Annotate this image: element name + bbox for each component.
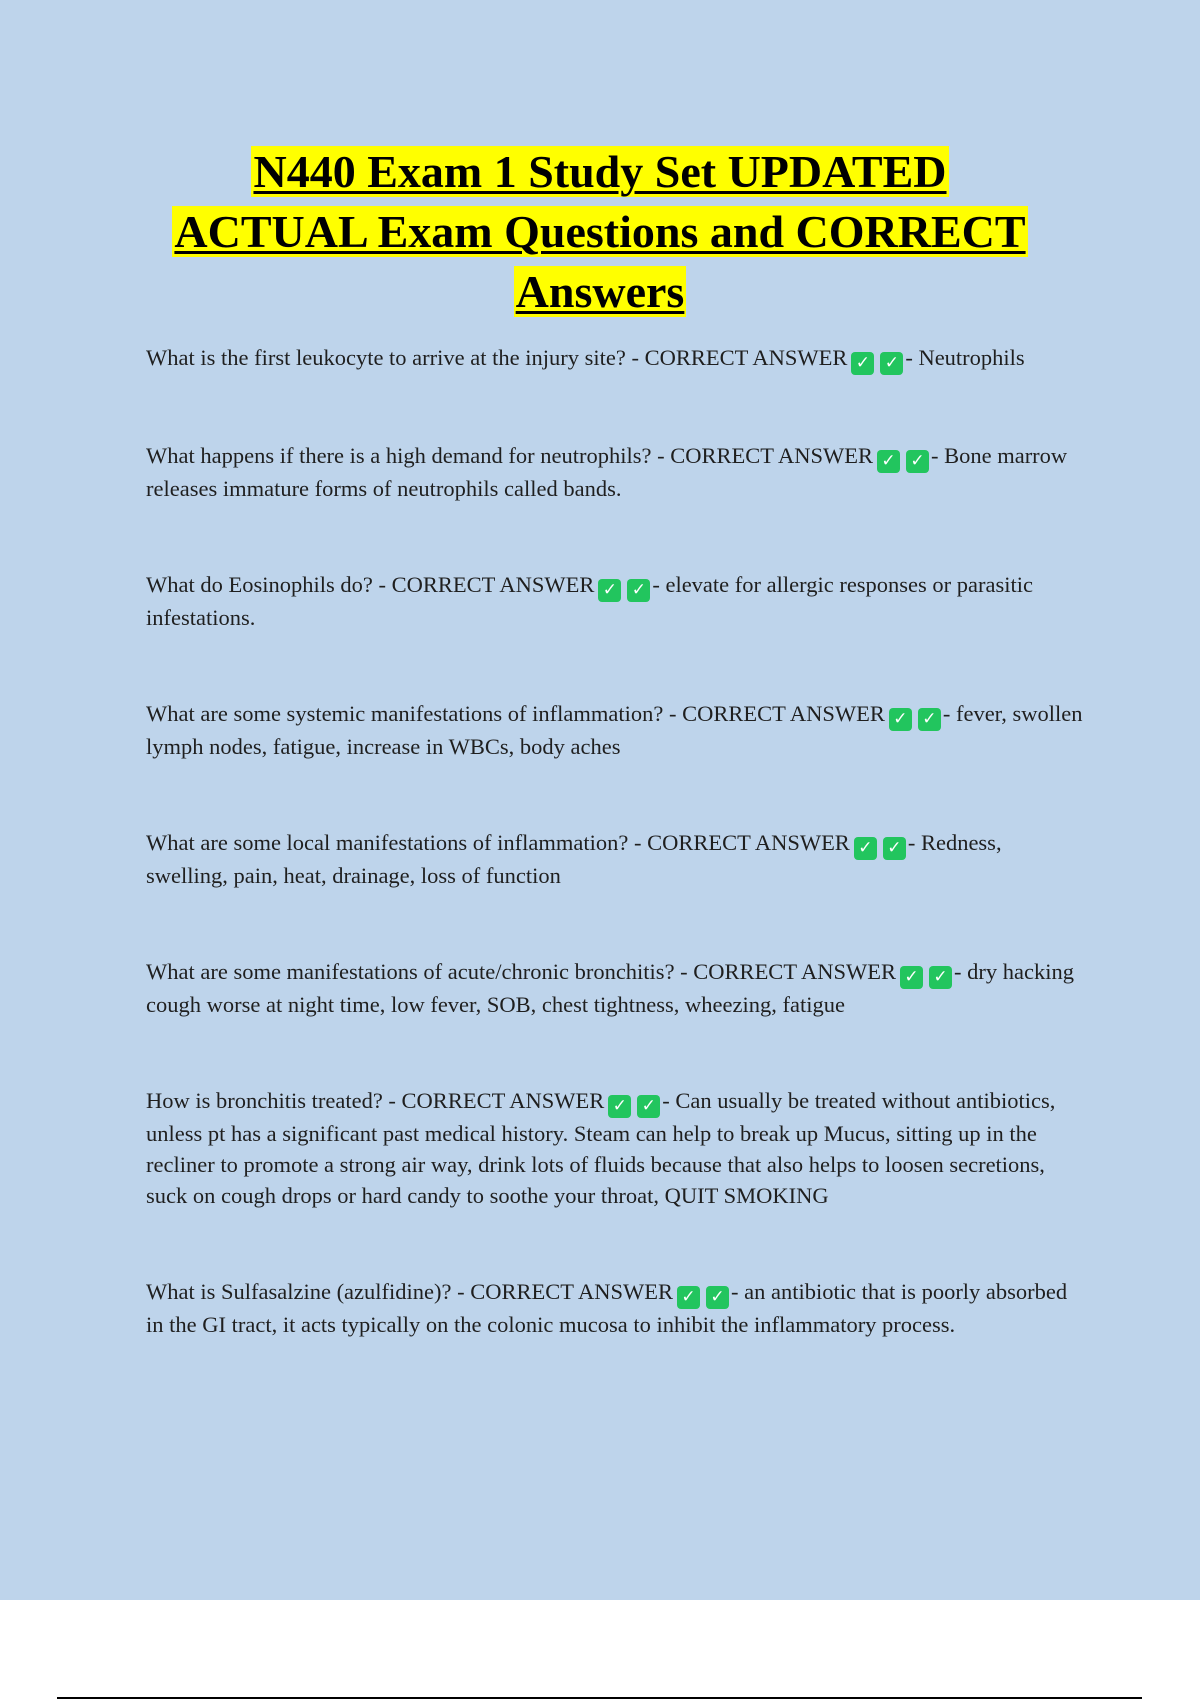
check-icon: ✓ [889, 708, 912, 731]
question-text: What is the first leukocyte to arrive at the injury site? - CORRECT ANSWER [146, 345, 848, 370]
question-text: What are some systemic manifestations of inflammation? - CORRECT ANSWER [146, 701, 885, 726]
title-line: N440 Exam 1 Study Set UPDATED [253, 146, 947, 197]
check-icon: ✓ [608, 1095, 631, 1118]
footer-divider [57, 1697, 1142, 1699]
question-text: What are some local manifestations of inflammation? - CORRECT ANSWER [146, 830, 850, 855]
check-icon: ✓ [900, 966, 923, 989]
question-text: What happens if there is a high demand for neutrophils? - CORRECT ANSWER [146, 443, 873, 468]
qa-item [146, 698, 1086, 762]
document-title-block [100, 142, 1100, 322]
answer-text: - Bone marrow releases immature forms of neutrophils called bands. [146, 443, 1068, 501]
question-text: What is Sulfasalzine (azulfidine)? - CORRECT ANSWER [146, 1279, 673, 1304]
qa-item [146, 440, 1086, 504]
check-icon: ✓ [929, 966, 952, 989]
check-icon: ✓ [627, 579, 650, 602]
question-text: How is bronchitis treated? - CORRECT ANSWER [146, 1088, 605, 1113]
check-icon: ✓ [851, 352, 874, 375]
check-icon: ✓ [677, 1286, 700, 1309]
answer-text: - fever, swollen lymph nodes, fatigue, increase in WBCs, body aches [146, 701, 1083, 759]
check-icon: ✓ [918, 708, 941, 731]
answer-text: - dry hacking cough worse at night time, low fever, SOB, chest tightness, wheezing, fatigue [146, 959, 1075, 1017]
document-title [100, 142, 1100, 322]
check-icon: ✓ [854, 837, 877, 860]
answer-text: - Redness, swelling, pain, heat, drainage, loss of function [146, 830, 1002, 888]
qa-item [146, 342, 1086, 375]
qa-item [146, 956, 1086, 1020]
answer-text: - Neutrophils [905, 345, 1025, 370]
question-text: What are some manifestations of acute/chronic bronchitis? - CORRECT ANSWER [146, 959, 897, 984]
check-icon: ✓ [877, 450, 900, 473]
check-icon: ✓ [637, 1095, 660, 1118]
qa-item [146, 569, 1086, 633]
qa-item [146, 1085, 1086, 1211]
check-icon: ✓ [906, 450, 929, 473]
answer-text: - elevate for allergic responses or parasitic infestations. [146, 572, 1034, 630]
question-text: What do Eosinophils do? - CORRECT ANSWER [146, 572, 595, 597]
qa-item [146, 827, 1086, 891]
check-icon: ✓ [706, 1286, 729, 1309]
qa-list [146, 342, 1086, 1405]
check-icon: ✓ [880, 352, 903, 375]
title-line: Answers [515, 266, 685, 317]
answer-text: - an antibiotic that is poorly absorbed in the GI tract, it acts typically on the colonic mucosa to inhibit the inflammatory process. [146, 1279, 1068, 1337]
answer-text: - Can usually be treated without antibiotics, unless pt has a significant past medical history. Steam can help to break up Mucus, sitting up in the recliner to promote a strong air way, drink lots of fluids because that also helps to loosen secretions, suck on cough drops or hard candy to soothe your throat, QUIT SMOKING [146, 1088, 1056, 1208]
qa-item [146, 1276, 1086, 1340]
check-icon: ✓ [883, 837, 906, 860]
check-icon: ✓ [598, 579, 621, 602]
title-line: ACTUAL Exam Questions and CORRECT [174, 206, 1026, 257]
